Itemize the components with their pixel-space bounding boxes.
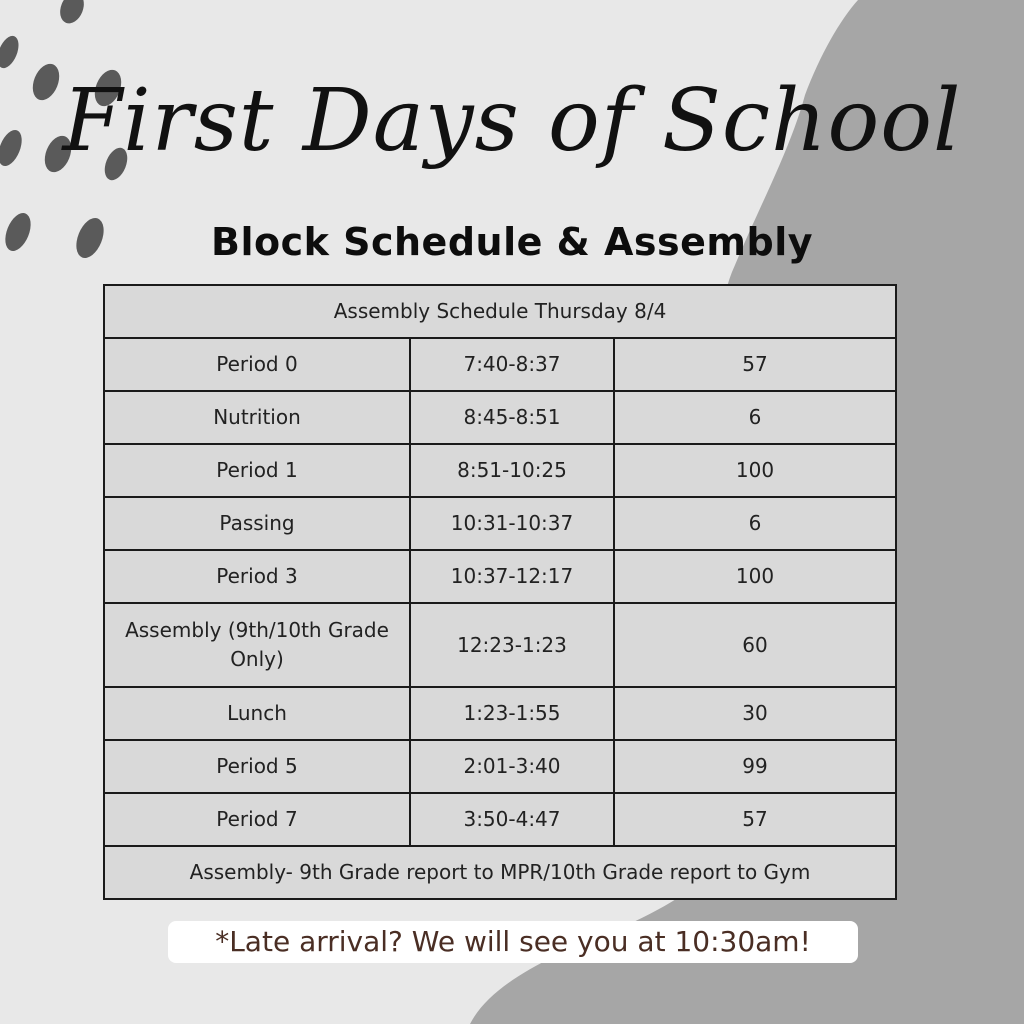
table-row (104, 603, 896, 687)
period-time: 10:37-12:17 (410, 550, 614, 603)
table-row (104, 740, 896, 793)
table-row (104, 444, 896, 497)
table-row (104, 793, 896, 846)
table-row (104, 687, 896, 740)
period-minutes: 57 (614, 793, 896, 846)
period-time: 12:23-1:23 (410, 603, 614, 687)
period-time: 10:31-10:37 (410, 497, 614, 550)
period-time: 7:40-8:37 (410, 338, 614, 391)
period-minutes: 60 (614, 603, 896, 687)
period-time: 1:23-1:55 (410, 687, 614, 740)
table-header: Assembly Schedule Thursday 8/4 (104, 285, 896, 338)
period-minutes: 30 (614, 687, 896, 740)
period-minutes: 100 (614, 550, 896, 603)
dot (0, 33, 23, 71)
period-time: 8:45-8:51 (410, 391, 614, 444)
period-time: 8:51-10:25 (410, 444, 614, 497)
period-name: Period 7 (104, 793, 410, 846)
period-name: Period 0 (104, 338, 410, 391)
table-footer-row (104, 846, 896, 899)
period-name: Nutrition (104, 391, 410, 444)
period-name: Period 1 (104, 444, 410, 497)
period-time: 3:50-4:47 (410, 793, 614, 846)
period-name: Lunch (104, 687, 410, 740)
period-time: 2:01-3:40 (410, 740, 614, 793)
table-header-row (104, 285, 896, 338)
late-arrival-note: *Late arrival? We will see you at 10:30am! (168, 921, 858, 963)
table-footer: Assembly- 9th Grade report to MPR/10th Grade report to Gym (104, 846, 896, 899)
table-row (104, 338, 896, 391)
period-name: Passing (104, 497, 410, 550)
table-row (104, 550, 896, 603)
period-minutes: 6 (614, 497, 896, 550)
dot (56, 0, 88, 27)
period-minutes: 100 (614, 444, 896, 497)
table-row (104, 497, 896, 550)
period-minutes: 6 (614, 391, 896, 444)
period-name: Assembly (9th/10th Grade Only) (104, 603, 410, 687)
period-name: Period 3 (104, 550, 410, 603)
table-row (104, 391, 896, 444)
period-minutes: 57 (614, 338, 896, 391)
page-title: First Days of School (62, 71, 962, 171)
schedule-table (103, 284, 897, 900)
page-subtitle: Block Schedule & Assembly (210, 220, 813, 264)
period-name: Period 5 (104, 740, 410, 793)
period-minutes: 99 (614, 740, 896, 793)
